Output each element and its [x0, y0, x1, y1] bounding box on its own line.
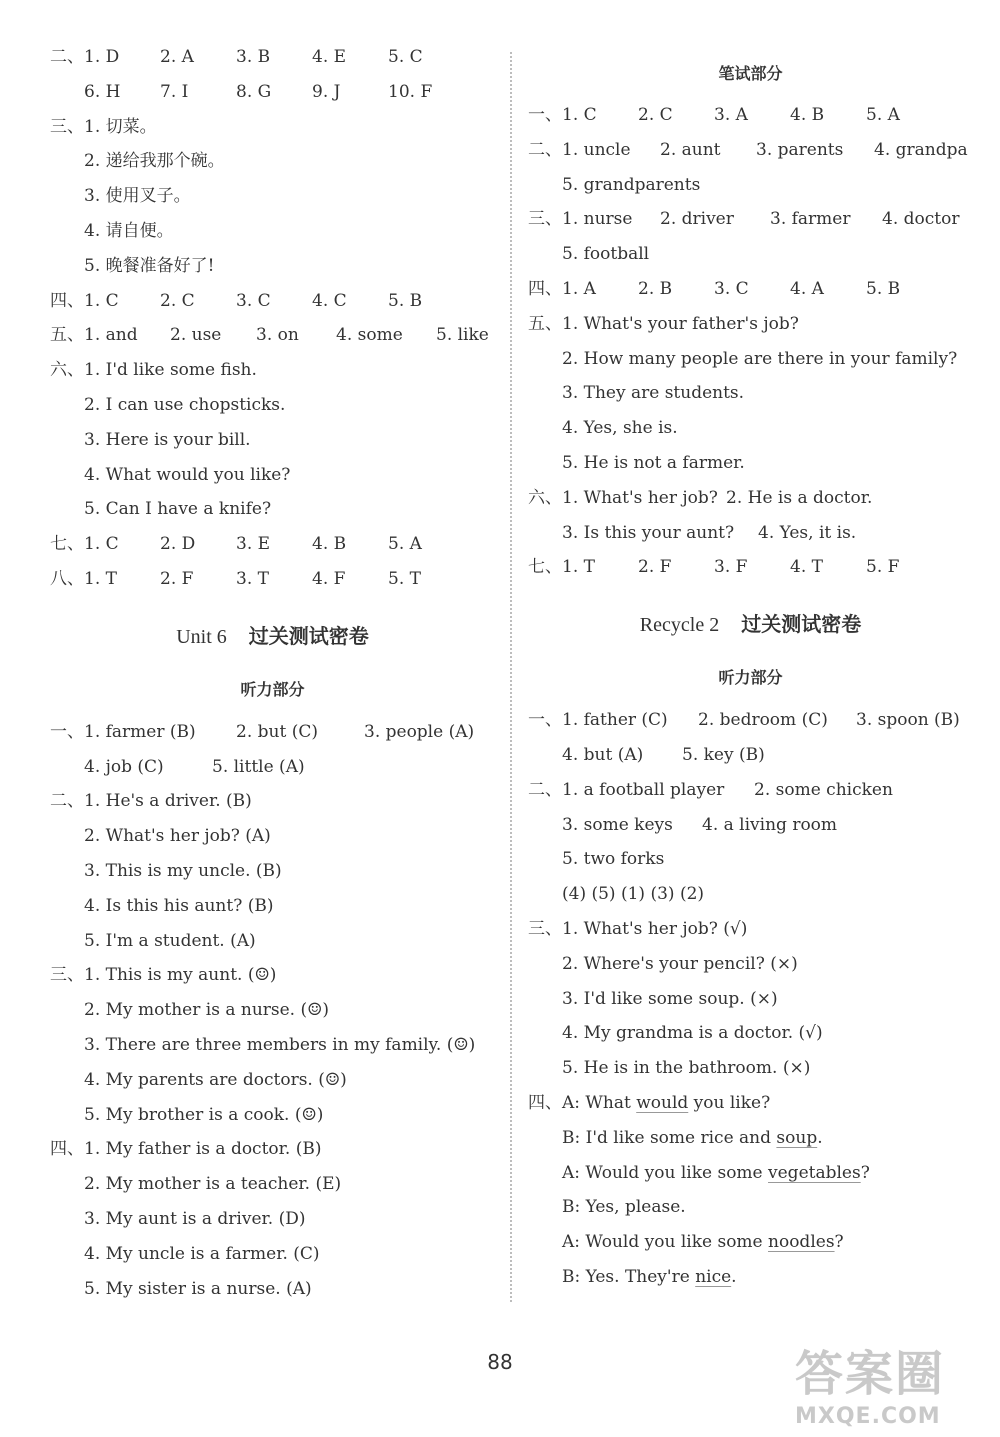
- dialogue-line: A: Would you like some noodles?: [562, 1232, 844, 1253]
- answer-row: 八、1. T 2. F 3. T 4. F 5. T: [50, 568, 421, 589]
- answer-row: 三、1. This is my aunt. (☺): [50, 965, 277, 986]
- answer-row: 四、1. C 2. C 3. C 4. C 5. B: [50, 290, 423, 311]
- unit-title: Unit 6 过关测试密卷: [176, 623, 369, 648]
- watermark-text: 答案圈: [795, 1346, 946, 1402]
- answer-row: 3. This is my uncle. (B): [84, 860, 282, 881]
- answer-row: 5. He is not a farmer.: [562, 452, 745, 473]
- answer-row: 一、1. farmer (B) 2. but (C) 3. people (A): [50, 721, 475, 742]
- answer-row: 四、1. A 2. B 3. C 4. A 5. B: [528, 278, 901, 299]
- smiley-icon: (☺): [318, 1069, 347, 1090]
- answer-row: 3. I'd like some soup. (×): [562, 988, 778, 1009]
- answer-row: 一、1. father (C) 2. bedroom (C) 3. spoon (B): [528, 710, 960, 731]
- answer-row: 2. Where's your pencil? (×): [562, 953, 798, 974]
- answer-row: 4. Yes, she is.: [562, 418, 678, 439]
- answer-row: 3. Here is your bill.: [84, 429, 251, 450]
- section-header: 听力部分: [718, 668, 783, 688]
- answer-row: 六、1. I'd like some fish.: [50, 360, 257, 381]
- answer-row: 七、1. T 2. F 3. F 4. T 5. F: [528, 557, 900, 578]
- dialogue-line: 四、A: What would you like?: [528, 1092, 771, 1113]
- answer-row: 二、1. uncle 2. aunt 3. parents 4. grandpa: [528, 139, 968, 160]
- answer-row: 3. My aunt is a driver. (D): [84, 1208, 306, 1229]
- right-column: [528, 40, 973, 1295]
- answer-row: 七、1. C 2. D 3. E 4. B 5. A: [50, 534, 422, 555]
- answer-row: 五、1. What's your father's job?: [528, 313, 799, 334]
- answer-row: 2. I can use chopsticks.: [84, 394, 286, 415]
- unit-title: Recycle 2 过关测试密卷: [639, 612, 862, 637]
- answer-row: 4. What would you like?: [84, 464, 291, 485]
- answer-row: 三、1. What's her job? (√): [528, 918, 748, 939]
- smiley-icon: (☺): [294, 1104, 324, 1125]
- answer-row: 6. H 7. I 8. G 9. J 10. F: [84, 81, 433, 102]
- answer-row: 5. football: [562, 244, 650, 265]
- dialogue-line: A: Would you like some vegetables?: [562, 1162, 870, 1183]
- answer-row: 二、1. D 2. A 3. B 4. E 5. C: [50, 47, 423, 67]
- answer-row: 2. What's her job? (A): [84, 826, 271, 847]
- column-divider: [510, 52, 512, 1302]
- dialogue-line: B: Yes. They're nice.: [562, 1266, 737, 1287]
- answer-row: 三、1. nurse 2. driver 3. farmer 4. doctor: [528, 209, 960, 230]
- watermark-logo: [795, 1335, 990, 1430]
- smiley-icon: (☺): [300, 1000, 330, 1021]
- answer-row: 2. 递给我那个碗。: [84, 151, 225, 172]
- answer-row: 5. grandparents: [562, 174, 701, 195]
- section-header: 笔试部分: [718, 64, 783, 83]
- answer-row: 三、1. 切菜。: [50, 116, 157, 137]
- answer-row: 4. Is this his aunt? (B): [84, 895, 274, 916]
- dialogue-line: B: I'd like some rice and soup.: [562, 1127, 823, 1148]
- answer-row: (4) (5) (1) (3) (2): [562, 884, 705, 905]
- answer-row: 2. My mother is a teacher. (E): [84, 1174, 342, 1195]
- answer-row: 5. Can I have a knife?: [84, 499, 272, 520]
- smiley-icon: (☺): [446, 1034, 476, 1055]
- answer-row: 5. He is in the bathroom. (×): [562, 1058, 811, 1079]
- answer-row: 二、1. a football player 2. some chicken: [528, 779, 893, 800]
- answer-row: 3. They are students.: [562, 383, 745, 404]
- answer-row: 2. How many people are there in your family?: [562, 348, 958, 369]
- answer-row: 4. My uncle is a farmer. (C): [84, 1243, 320, 1264]
- answer-row: 六、1. What's her job? 2. He is a doctor.: [528, 487, 873, 508]
- answer-row: 3. Is this your aunt? 4. Yes, it is.: [562, 522, 857, 543]
- answer-row: 4. but (A) 5. key (B): [562, 744, 765, 765]
- answer-row: 4. My grandma is a doctor. (√): [562, 1023, 823, 1044]
- answer-row: 4. My parents are doctors. (☺): [84, 1069, 347, 1090]
- answer-row: 5. 晚餐准备好了!: [84, 255, 215, 276]
- answer-row: 5. I'm a student. (A): [84, 930, 256, 951]
- answer-row: 4. job (C) 5. little (A): [84, 756, 305, 777]
- answer-row: 3. 使用叉子。: [84, 186, 191, 207]
- page-number: 88: [487, 1350, 513, 1374]
- section-header: 听力部分: [240, 679, 305, 699]
- watermark-url: MXQE.COM: [795, 1404, 941, 1429]
- answer-row: 5. My sister is a nurse. (A): [84, 1278, 312, 1299]
- answer-row: 4. 请自便。: [84, 220, 174, 241]
- smiley-icon: (☺): [247, 965, 277, 986]
- dialogue-line: B: Yes, please.: [562, 1197, 686, 1218]
- answer-row: 二、1. He's a driver. (B): [50, 791, 252, 812]
- answer-row: 5. two forks: [562, 849, 665, 870]
- answer-row: 2. My mother is a nurse. (☺): [84, 1000, 330, 1021]
- answer-row: 四、1. My father is a doctor. (B): [50, 1139, 322, 1160]
- answer-row: 3. There are three members in my family. (☺): [84, 1034, 476, 1055]
- answer-row: 五、1. and 2. use 3. on 4. some 5. like: [50, 325, 489, 346]
- left-column: [50, 40, 495, 1306]
- answer-row: 一、1. C 2. C 3. A 4. B 5. A: [528, 105, 900, 125]
- answer-row: 3. some keys 4. a living room: [562, 814, 838, 835]
- answer-row: 5. My brother is a cook. (☺): [84, 1104, 324, 1125]
